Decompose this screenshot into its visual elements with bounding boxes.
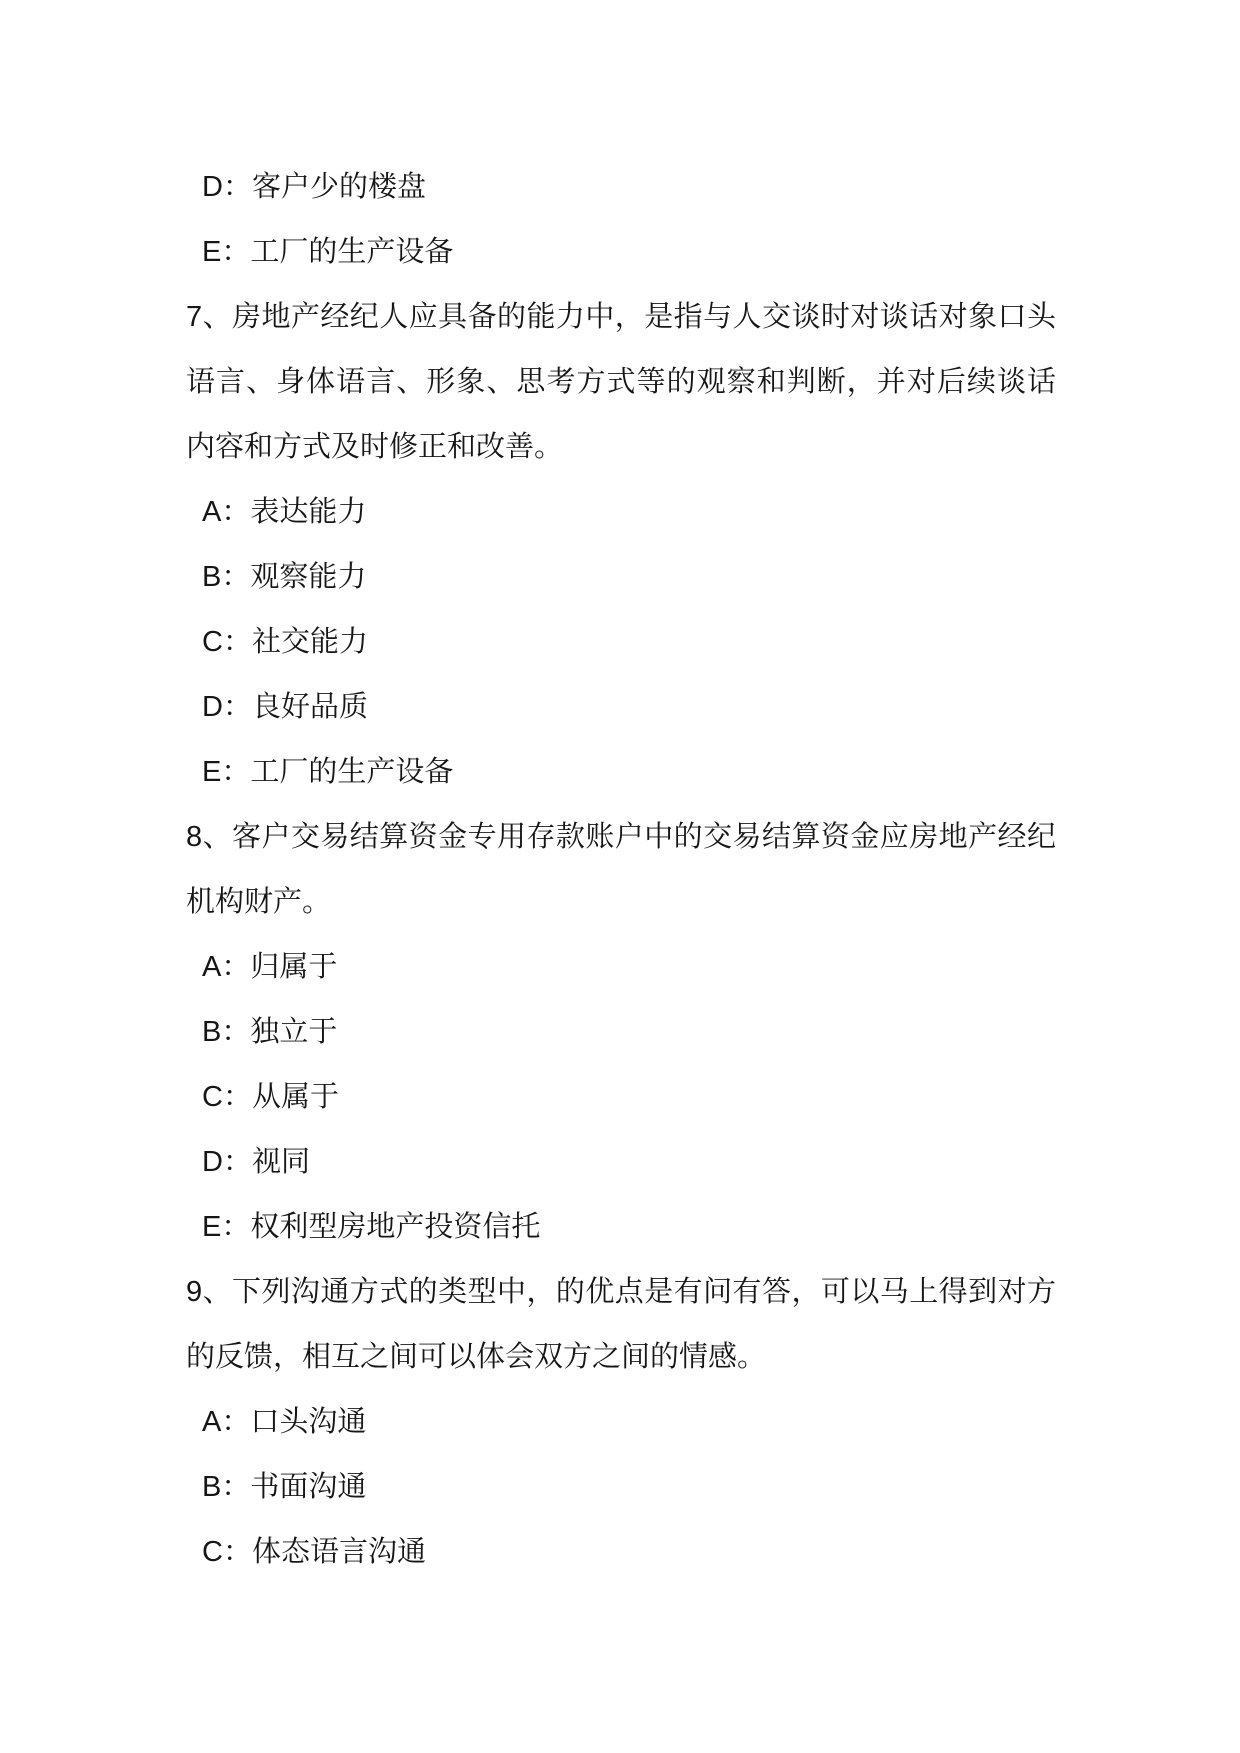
option-row	[186, 480, 1056, 545]
option-row	[186, 675, 1056, 740]
option-label: D	[202, 171, 223, 203]
option-row	[186, 1455, 1056, 1520]
option-text: 工厂的生产设备	[250, 236, 454, 268]
option-label: B	[202, 1016, 222, 1048]
option-text: 社交能力	[251, 626, 368, 658]
option-row	[186, 545, 1056, 610]
option-text: 观察能力	[250, 561, 367, 593]
option-row	[186, 610, 1056, 675]
option-row	[186, 1390, 1056, 1455]
option-row	[186, 1520, 1056, 1585]
option-label: A	[202, 1406, 222, 1438]
option-colon: ：	[221, 756, 251, 788]
option-label: C	[202, 626, 223, 658]
question-stem-line: 7、房地产经纪人应具备的能力中，是指与人交谈时对谈话对象口头	[186, 301, 1056, 333]
option-text: 独立于	[250, 1016, 338, 1048]
option-colon: ：	[222, 1081, 252, 1113]
option-row	[186, 220, 1056, 285]
option-text: 体态语言沟通	[251, 1536, 426, 1568]
option-colon: ：	[221, 561, 251, 593]
option-text: 归属于	[250, 951, 338, 983]
option-label: B	[202, 1471, 222, 1503]
option-colon: ：	[221, 1406, 251, 1438]
question-stem-line: 的反馈，相互之间可以体会双方之间的情感。	[186, 1341, 767, 1373]
question-stem-line: 8、客户交易结算资金专用存款账户中的交易结算资金应房地产经纪	[186, 821, 1056, 853]
question-stem-line: 内容和方式及时修正和改善。	[186, 431, 564, 463]
option-text: 视同	[251, 1146, 310, 1178]
option-label: C	[202, 1536, 223, 1568]
option-colon: ：	[221, 496, 251, 528]
option-label: C	[202, 1081, 223, 1113]
option-row	[186, 1195, 1056, 1260]
option-colon: ：	[221, 236, 251, 268]
option-colon: ：	[221, 1211, 251, 1243]
question-stem-line: 9、下列沟通方式的类型中，的优点是有问有答，可以马上得到对方	[186, 1276, 1056, 1308]
option-label: D	[202, 691, 223, 723]
option-label: E	[202, 756, 222, 788]
option-label: E	[202, 1211, 222, 1243]
option-text: 口头沟通	[250, 1406, 367, 1438]
option-row	[186, 1065, 1056, 1130]
option-text: 书面沟通	[250, 1471, 367, 1503]
option-row	[186, 1130, 1056, 1195]
option-text: 工厂的生产设备	[250, 756, 454, 788]
option-colon: ：	[222, 626, 252, 658]
question-stem-line: 机构财产。	[186, 886, 332, 918]
option-text: 表达能力	[250, 496, 367, 528]
exam-content	[186, 155, 1056, 1585]
option-label: E	[202, 236, 222, 268]
option-text: 从属于	[251, 1081, 339, 1113]
option-text: 客户少的楼盘	[251, 171, 426, 203]
option-colon: ：	[222, 691, 252, 723]
option-colon: ：	[222, 171, 252, 203]
option-label: D	[202, 1146, 223, 1178]
option-row	[186, 155, 1056, 220]
option-row	[186, 1000, 1056, 1065]
option-colon: ：	[221, 951, 251, 983]
option-colon: ：	[222, 1146, 252, 1178]
option-label: A	[202, 496, 222, 528]
option-text: 良好品质	[251, 691, 368, 723]
option-row	[186, 740, 1056, 805]
option-colon: ：	[222, 1536, 252, 1568]
option-text: 权利型房地产投资信托	[250, 1211, 541, 1243]
option-colon: ：	[221, 1471, 251, 1503]
option-row	[186, 935, 1056, 1000]
option-label: A	[202, 951, 222, 983]
option-label: B	[202, 561, 222, 593]
question-stem-line: 语言、身体语言、形象、思考方式等的观察和判断，并对后续谈话	[186, 366, 1056, 398]
option-colon: ：	[221, 1016, 251, 1048]
